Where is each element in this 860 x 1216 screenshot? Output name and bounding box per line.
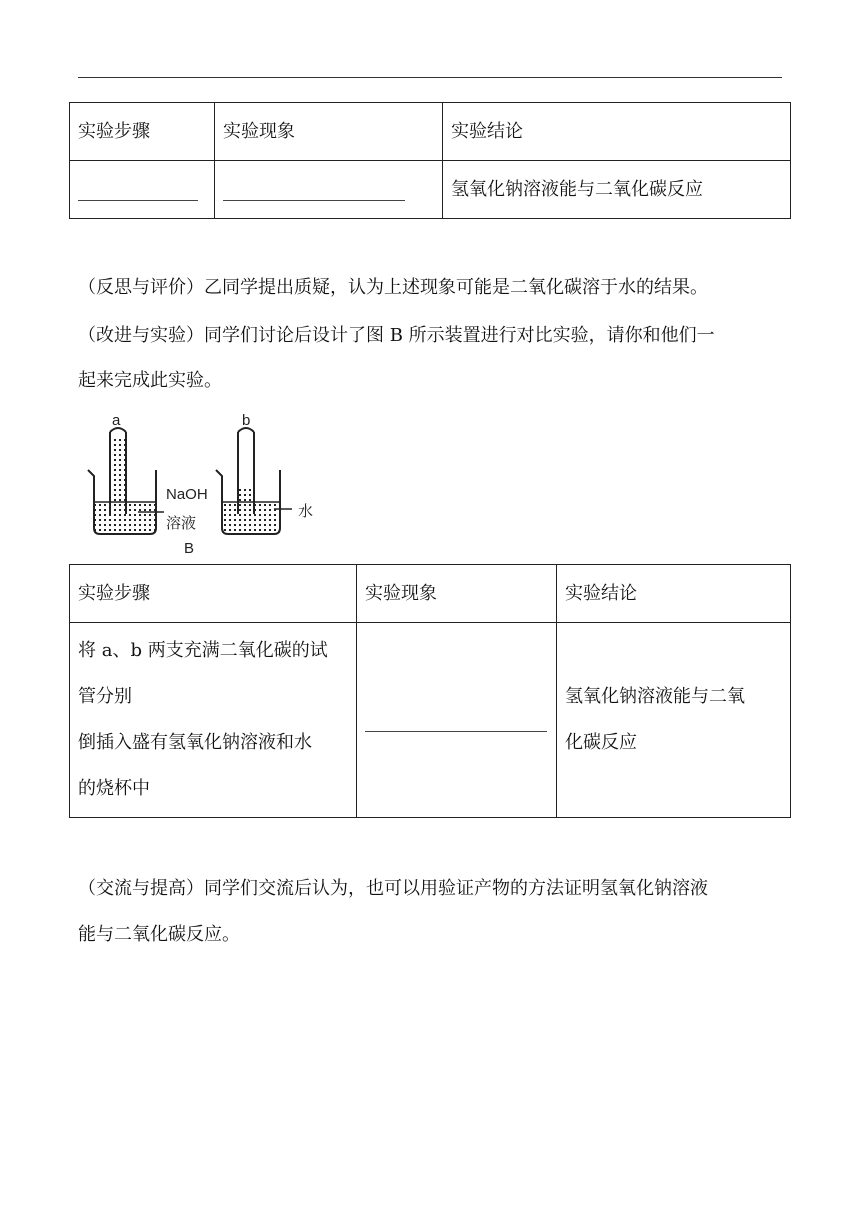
header-conclusion: 实验结论: [557, 565, 791, 623]
header-conclusion: 实验结论: [443, 103, 791, 161]
water-label: 水: [298, 503, 314, 520]
exchange-paragraph-line2: 能与二氧化碳反应。: [78, 924, 240, 945]
solution-label: 溶液: [166, 515, 197, 532]
step-line: 的烧杯中: [78, 778, 150, 799]
test-tube-b: [238, 428, 254, 514]
naoh-label: NaOH: [166, 486, 208, 503]
step-line: 管分别: [78, 686, 132, 707]
apparatus-diagram: [78, 408, 338, 560]
header-phenomenon: 实验现象: [215, 103, 443, 161]
table-row: [70, 161, 791, 219]
phenomenon-blank-cell[interactable]: [215, 161, 443, 219]
experiment-table-1: [69, 102, 791, 219]
figure-caption: B: [184, 540, 195, 557]
table-header-row: [70, 103, 791, 161]
improve-paragraph-line2: 起来完成此实验。: [78, 370, 222, 391]
table-row: [70, 623, 791, 818]
experiment-table-2: [69, 564, 791, 818]
header-step: 实验步骤: [70, 565, 357, 623]
step-blank-cell[interactable]: [70, 161, 215, 219]
tube-b-label: b: [242, 412, 251, 429]
test-tube-a: [110, 428, 126, 514]
header-rule: [78, 77, 782, 78]
step-answer-blank[interactable]: [78, 178, 198, 201]
header-phenomenon: 实验现象: [357, 565, 557, 623]
step-line: 将 a、b 两支充满二氧化碳的试: [78, 640, 328, 661]
table-header-row: [70, 565, 791, 623]
header-step: 实验步骤: [70, 103, 215, 161]
conclusion-cell: 氢氧化钠溶液能与二氧化碳反应: [443, 161, 791, 219]
conclusion-cell: [557, 623, 791, 818]
improve-paragraph-line1: （改进与实验）同学们讨论后设计了图 B 所示装置进行对比实验，请你和他们一: [78, 325, 715, 346]
tube-a-label: a: [112, 412, 121, 429]
phenomenon-answer-blank[interactable]: [223, 178, 405, 201]
phenomenon-blank-cell[interactable]: [357, 623, 557, 818]
step-line: 倒插入盛有氢氧化钠溶液和水: [78, 732, 312, 753]
conclusion-line: 化碳反应: [565, 732, 637, 753]
figure-b: [78, 408, 338, 560]
phenomenon-answer-blank[interactable]: [365, 709, 547, 732]
reflection-paragraph: （反思与评价）乙同学提出质疑，认为上述现象可能是二氧化碳溶于水的结果。: [78, 277, 708, 298]
step-cell: [70, 623, 357, 818]
exchange-paragraph-line1: （交流与提高）同学们交流后认为，也可以用验证产物的方法证明氢氧化钠溶液: [78, 878, 708, 899]
conclusion-line: 氢氧化钠溶液能与二氧: [565, 686, 745, 707]
